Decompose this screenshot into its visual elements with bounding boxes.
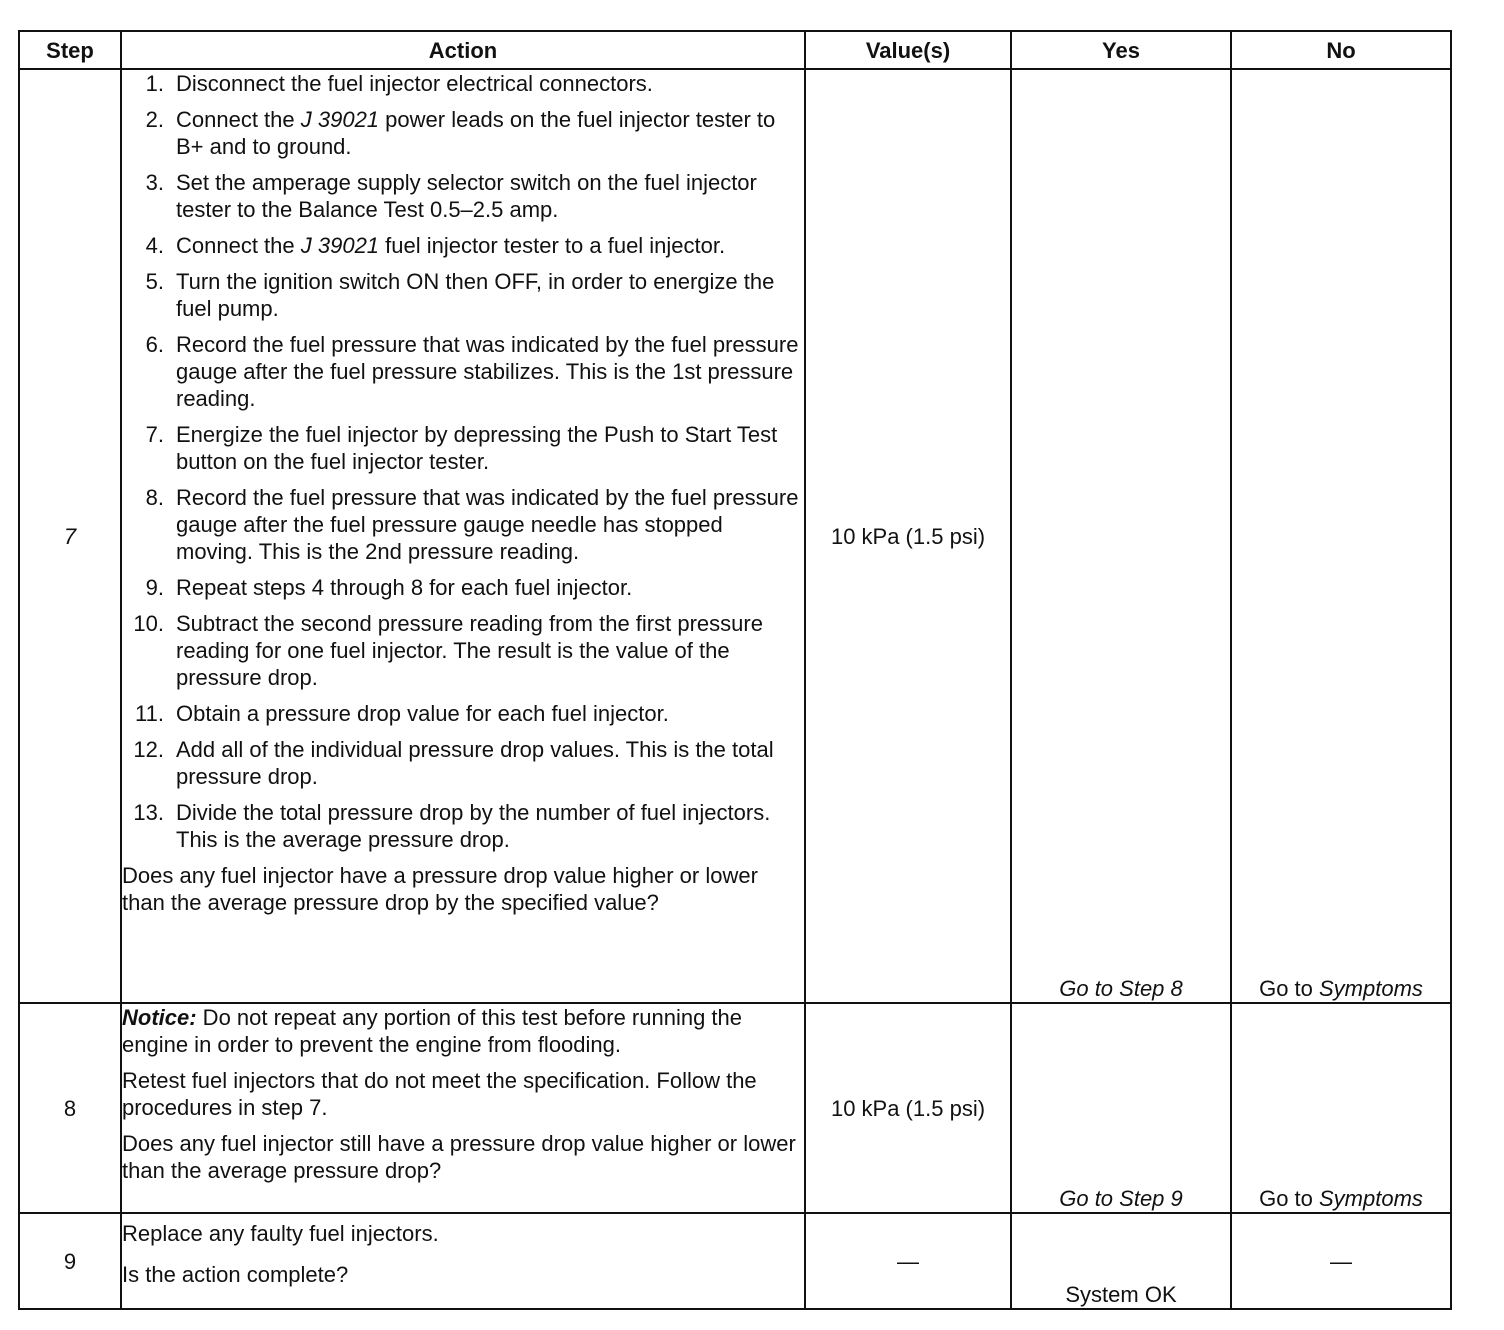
text-fragment: Connect the bbox=[176, 233, 301, 258]
diagnostic-table-container bbox=[18, 30, 1452, 1310]
list-item-text: Set the amperage supply selector switch on the fuel injector tester to the Balance Test 0.5–2.5 amp. bbox=[176, 170, 757, 222]
no-link[interactable]: Symptoms bbox=[1319, 1186, 1423, 1211]
header-step: Step bbox=[19, 31, 121, 69]
step-number: 8 bbox=[19, 1003, 121, 1213]
table-row-step-8 bbox=[19, 1003, 1451, 1213]
step-number: 9 bbox=[19, 1213, 121, 1309]
list-item bbox=[122, 421, 804, 475]
no-cell: — bbox=[1231, 1213, 1451, 1309]
step-number: 7 bbox=[19, 69, 121, 1003]
header-row bbox=[19, 31, 1451, 69]
yes-cell bbox=[1011, 1003, 1231, 1213]
list-item bbox=[122, 484, 804, 565]
table-row-step-7 bbox=[19, 69, 1451, 1003]
list-item-number: 3. bbox=[145, 170, 164, 195]
value-cell: 10 kPa (1.5 psi) bbox=[805, 69, 1011, 1003]
list-item bbox=[122, 232, 804, 259]
table-row-step-9 bbox=[19, 1213, 1451, 1309]
notice-text: Do not repeat any portion of this test before running the engine in order to prevent the engine from flooding. bbox=[122, 1005, 743, 1057]
instruction-text: Replace any faulty fuel injectors. bbox=[122, 1221, 439, 1246]
header-action: Action bbox=[121, 31, 805, 69]
list-item-text: Record the fuel pressure that was indicated by the fuel pressure gauge after the fuel pressure gauge needle has stopped moving. This is the 2nd pressure reading. bbox=[176, 485, 799, 564]
tool-reference: J 39021 bbox=[300, 107, 380, 132]
list-item-number: 5. bbox=[145, 269, 164, 294]
yes-link[interactable]: Go to Step 8 bbox=[1059, 976, 1183, 1001]
value-cell: 10 kPa (1.5 psi) bbox=[805, 1003, 1011, 1213]
list-item bbox=[122, 700, 804, 727]
instruction-text: Retest fuel injectors that do not meet the specification. Follow the procedures in step 7. bbox=[122, 1068, 757, 1120]
text-fragment: Connect the bbox=[176, 107, 301, 132]
header-no: No bbox=[1231, 31, 1451, 69]
notice-label: Notice: bbox=[122, 1005, 197, 1030]
tool-reference: J 39021 bbox=[300, 233, 380, 258]
question-text: Does any fuel injector have a pressure drop value higher or lower than the average pressure drop by the specified value? bbox=[122, 863, 758, 915]
list-item-text: Record the fuel pressure that was indicated by the fuel pressure gauge after the fuel pressure stabilizes. This is the 1st pressure reading. bbox=[176, 332, 799, 411]
list-item-text bbox=[176, 106, 804, 160]
list-item-text: Obtain a pressure drop value for each fuel injector. bbox=[176, 701, 669, 726]
header-values: Value(s) bbox=[805, 31, 1011, 69]
list-item-number: 11. bbox=[135, 701, 164, 726]
list-item-text: Add all of the individual pressure drop values. This is the total pressure drop. bbox=[176, 737, 774, 789]
list-item bbox=[122, 610, 804, 691]
list-item bbox=[122, 736, 804, 790]
diagnostic-table bbox=[18, 30, 1452, 1310]
yes-link[interactable]: Go to Step 9 bbox=[1059, 1186, 1183, 1211]
list-item bbox=[122, 268, 804, 322]
no-cell bbox=[1231, 69, 1451, 1003]
list-item bbox=[122, 331, 804, 412]
no-cell bbox=[1231, 1003, 1451, 1213]
action-cell bbox=[121, 1213, 805, 1309]
text-fragment: power leads on the fuel injector tester to B+ and to ground. bbox=[176, 107, 776, 159]
list-item-number: 13. bbox=[133, 800, 164, 825]
no-prefix: Go to bbox=[1259, 976, 1319, 1001]
action-cell bbox=[121, 69, 805, 1003]
list-item-text: Energize the fuel injector by depressing the Push to Start Test button on the fuel injector tester. bbox=[176, 422, 778, 474]
list-item bbox=[122, 574, 804, 601]
list-item-number: 1. bbox=[145, 71, 164, 96]
notice-paragraph bbox=[122, 1004, 804, 1058]
list-item bbox=[122, 106, 804, 160]
list-item-number: 10. bbox=[133, 611, 164, 636]
list-item-text: Disconnect the fuel injector electrical connectors. bbox=[176, 71, 653, 96]
list-item-text: Turn the ignition switch ON then OFF, in order to energize the fuel pump. bbox=[176, 269, 775, 321]
list-item bbox=[122, 70, 804, 97]
yes-cell bbox=[1011, 1213, 1231, 1309]
text-fragment: fuel injector tester to a fuel injector. bbox=[379, 233, 726, 258]
list-item-text: Divide the total pressure drop by the number of fuel injectors. This is the average pressure drop. bbox=[176, 800, 771, 852]
list-item-number: 6. bbox=[145, 332, 164, 357]
no-prefix: Go to bbox=[1259, 1186, 1319, 1211]
list-item-text: Subtract the second pressure reading from the first pressure reading for one fuel injector. The result is the value of the pressure drop. bbox=[176, 611, 763, 690]
list-item bbox=[122, 799, 804, 853]
list-item-text: Repeat steps 4 through 8 for each fuel injector. bbox=[176, 575, 633, 600]
header-yes: Yes bbox=[1011, 31, 1231, 69]
action-step-list bbox=[122, 70, 804, 853]
question-text: Is the action complete? bbox=[122, 1262, 349, 1287]
list-item-number: 2. bbox=[145, 107, 164, 132]
yes-cell bbox=[1011, 69, 1231, 1003]
question-text: Does any fuel injector still have a pressure drop value higher or lower than the average pressure drop? bbox=[122, 1131, 796, 1183]
list-item bbox=[122, 169, 804, 223]
list-item-number: 8. bbox=[145, 485, 164, 510]
list-item-number: 7. bbox=[145, 422, 164, 447]
list-item-text bbox=[176, 232, 804, 259]
yes-result: System OK bbox=[1065, 1282, 1177, 1307]
action-cell bbox=[121, 1003, 805, 1213]
list-item-number: 4. bbox=[145, 233, 164, 258]
list-item-number: 12. bbox=[133, 737, 164, 762]
value-cell: — bbox=[805, 1213, 1011, 1309]
no-link[interactable]: Symptoms bbox=[1319, 976, 1423, 1001]
list-item-number: 9. bbox=[145, 575, 164, 600]
